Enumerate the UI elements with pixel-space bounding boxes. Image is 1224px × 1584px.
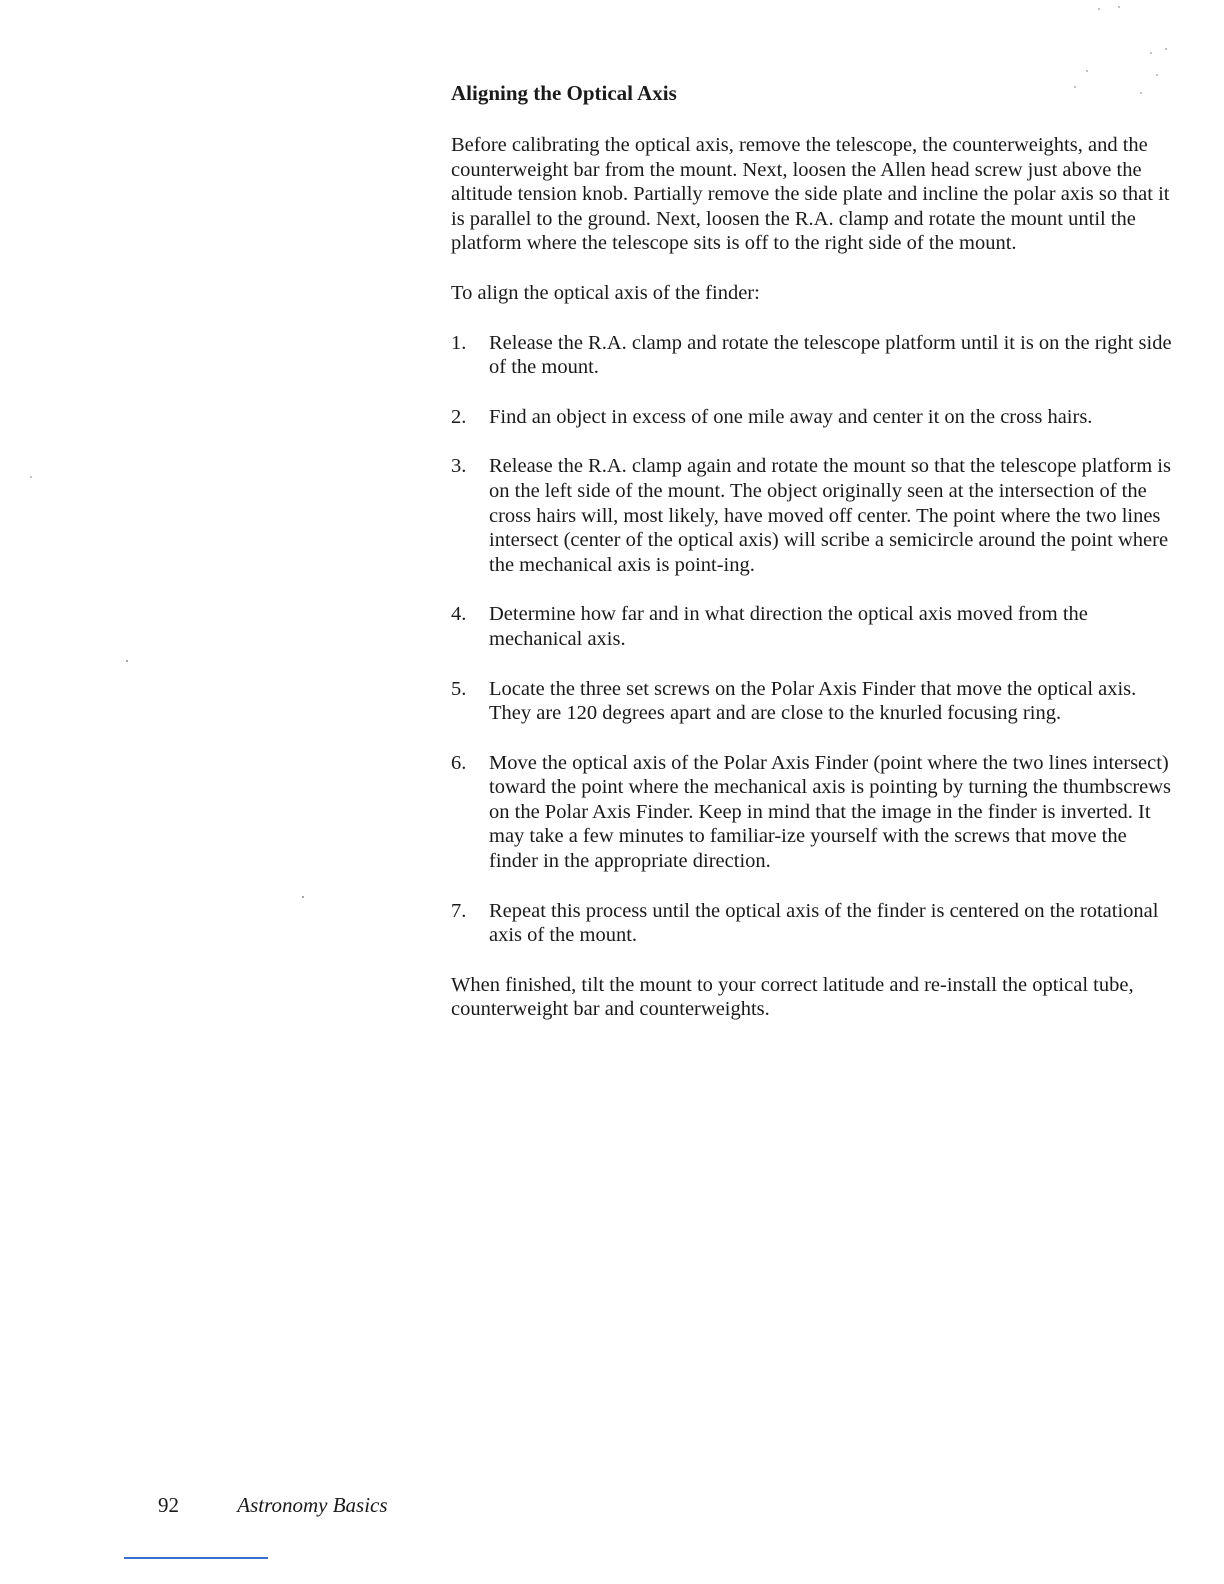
step-number: 4. (451, 603, 467, 626)
closing-paragraph: When finished, tilt the mount to your correct latitude and re-install the optical tube, counterweight bar and counterweights. (451, 973, 1134, 1021)
scan-speck (126, 660, 128, 662)
steps-lead-paragraph: To align the optical axis of the finder: (451, 281, 760, 304)
step-number: 1. (451, 331, 467, 354)
step-text: Repeat this process until the optical axis of the finder is centered on the rotational axis of the mount. (489, 899, 1159, 947)
step-text: Determine how far and in what direction the optical axis moved from the mechanical axis. (489, 603, 1088, 650)
step-text: Find an object in excess of one mile away and center it on the cross hairs. (489, 405, 1093, 428)
step-number: 5. (451, 677, 467, 700)
scan-speck (1118, 6, 1120, 8)
scan-speck (1150, 52, 1152, 54)
scan-speck (30, 476, 32, 478)
list-item (451, 602, 1173, 651)
scan-speck (1086, 70, 1088, 72)
intro-paragraph: Before calibrating the optical axis, remove the telescope, the counterweights, and the counterweight bar from the mount. Next, loosen the Allen head screw just above the altitude tension knob. Partially remove the side plate and incline the polar axis so that it is parallel to the ground. Next, loosen the R.A. clamp and rotate the mount until the platform where the telescope sits is off to the right side of the mount. (451, 134, 1170, 255)
book-title: Astronomy Basics (237, 1493, 388, 1517)
bottom-rule (124, 1557, 268, 1559)
step-number: 3. (451, 455, 467, 478)
step-number: 7. (451, 899, 467, 922)
list-item (451, 454, 1173, 577)
page-footer (158, 1492, 388, 1518)
list-item (451, 677, 1173, 726)
scan-speck (1098, 8, 1100, 10)
scan-speck (1074, 86, 1076, 88)
step-text: Locate the three set screws on the Polar Axis Finder that move the optical axis. They are 120 degrees apart and are close to the knurled focusing ring. (489, 677, 1137, 725)
step-text: Release the R.A. clamp again and rotate the mount so that the telescope platform is on the left side of the mount. The object originally seen at the intersection of the cross hairs will, most likely, have moved off center. The point where the two lines intersect (center of the optical axis) will scribe a semicircle around the point where the mechanical axis is point-ing. (489, 455, 1171, 576)
step-text: Move the optical axis of the Polar Axis Finder (point where the two lines intersect) toward the point where the mechanical axis is pointing by turning the thumbscrews on the Polar Axis Finder. Keep in mind that the image in the finder is inverted. It may take a few minutes to familiar-ize yourself with the screws that move the finder in the appropriate direction. (489, 751, 1172, 873)
step-number: 2. (451, 405, 467, 428)
list-item (451, 331, 1173, 380)
scan-speck (1165, 48, 1167, 50)
scan-speck (1156, 74, 1158, 76)
list-item (451, 751, 1173, 874)
section-heading: Aligning the Optical Axis (451, 81, 677, 105)
step-text: Release the R.A. clamp and rotate the telescope platform until it is on the right side of the mount. (489, 331, 1172, 379)
steps-list (451, 331, 1173, 948)
page-number: 92 (158, 1493, 179, 1517)
list-item (451, 899, 1173, 948)
step-number: 6. (451, 751, 467, 774)
list-item (451, 405, 1173, 430)
page-content (451, 80, 1173, 1047)
scan-speck (1140, 92, 1142, 94)
scan-speck (302, 896, 304, 898)
